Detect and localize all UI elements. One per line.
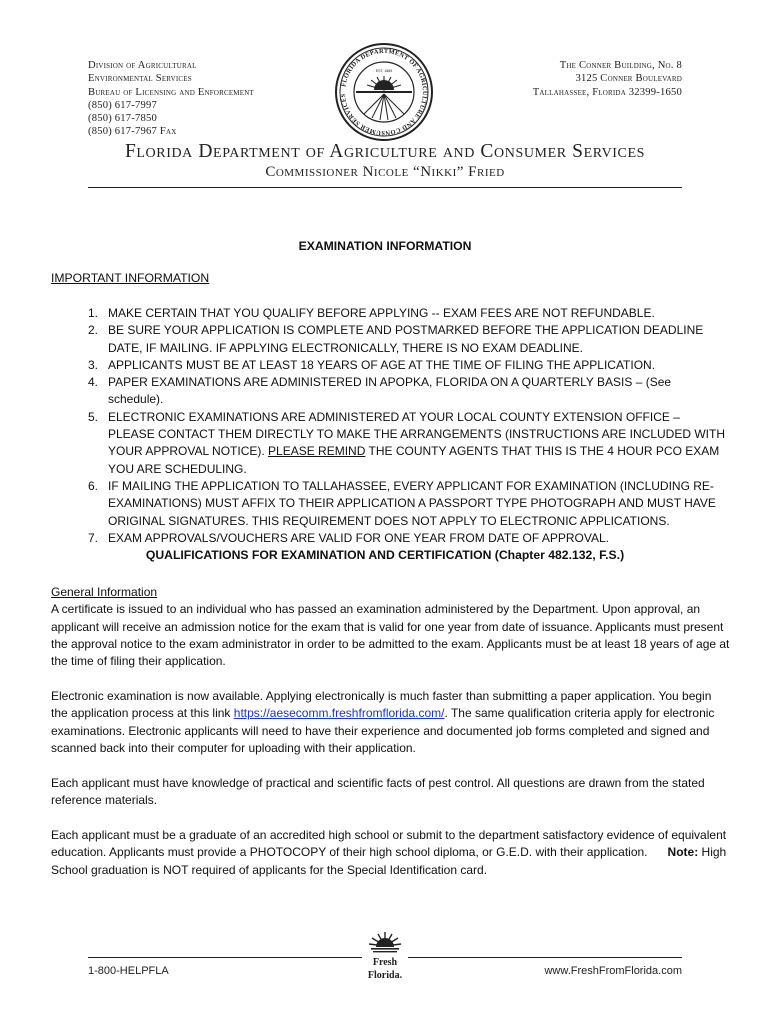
seal-year: EST. 1889	[375, 69, 393, 73]
note-label: Note:	[667, 845, 699, 860]
list-item	[88, 409, 728, 478]
bureau-line: Bureau of Licensing and Enforcement	[88, 86, 254, 98]
item-text: IF MAILING THE APPLICATION TO TALLAHASSEE, EVERY APPLICANT FOR EXAMINATION (INCLUDING RE-EXAMINATIONS) MUST AFFIX TO THEIR APPLICATION A PASSPORT TYPE PHOTOGRAPH AND MUST HAVE ORIGINAL SIGNATURES. THIS REQUIREMENT DOES NOT APPLY TO ELECTRONIC APPLICATIONS.	[108, 478, 716, 528]
fax-line: (850) 617-7967 Fax	[88, 126, 177, 138]
education-text: Each applicant must be a graduate of an accredited high school or submit to the department satisfactory evidence of equivalent education. Applicants must provide a PHOTOCOPY of their high school diploma, or G.E.D. with their application.	[51, 828, 727, 860]
electronic-text: Electronic examination is now available. Applying electronically is much faster than submitting a paper application. You begin the application process at this link	[51, 689, 712, 721]
address-line: The Conner Building, No. 8	[559, 60, 682, 71]
letterhead-left-block	[88, 59, 338, 139]
general-info-section	[51, 584, 731, 670]
item-text: ELECTRONIC EXAMINATIONS ARE ADMINISTERED AT YOUR LOCAL COUNTY EXTENSION OFFICE – PLEASE CONTACT THEM DIRECTLY TO MAKE THE ARRANGEMENTS (INSTRUCTIONS ARE INCLUDED WITH YOUR APPROVAL NOTICE).	[108, 409, 725, 459]
phone-line: (850) 617-7850	[88, 113, 158, 125]
application-link[interactable]: https://aesecomm.freshfromflorida.com/	[233, 706, 445, 721]
education-spacer	[648, 845, 668, 859]
list-item	[88, 374, 728, 409]
knowledge-paragraph: Each applicant must have knowledge of practical and scientific facts of pest control. All questions are drawn from the stated reference materials.	[51, 776, 705, 808]
list-item	[88, 530, 728, 547]
item-number: 3.	[88, 357, 99, 372]
division-line: Environmental Services	[88, 73, 192, 85]
logo-text-florida: Florida.	[367, 970, 403, 981]
list-item	[88, 478, 728, 530]
department-seal-icon	[334, 42, 434, 142]
note-text: High School graduation is NOT required of applicants for the Special Identification card.	[51, 845, 727, 877]
division-line: Division of Agricultural	[88, 60, 197, 71]
item-text: BE SURE YOUR APPLICATION IS COMPLETE AND POSTMARKED BEFORE THE APPLICATION DEADLINE DATE, IF MAILING. IF APPLYING ELECTRONICALLY, THERE IS NO EXAM DEADLINE.	[108, 323, 704, 355]
list-item	[88, 322, 728, 357]
address-line: Tallahassee, Florida 32399-1650	[532, 86, 682, 98]
footer-divider-left	[88, 957, 362, 958]
education-paragraph	[51, 827, 731, 879]
item-number: 6.	[88, 478, 99, 493]
item-number: 1.	[88, 306, 99, 320]
list-item	[88, 305, 728, 322]
phone-line: (850) 617-7997	[88, 99, 158, 111]
item-text: THE COUNTY AGENTS THAT THIS IS THE 4 HOUR PCO EXAM YOU ARE SCHEDULING.	[108, 444, 720, 476]
footer-divider-right	[408, 957, 682, 958]
item-number: 5.	[88, 409, 99, 424]
general-info-text: A certificate is issued to an individual who has passed an examination administered by the Department. Upon approval, an applicant will receive an admission notice for the exam that is valid for one year from date of issuance. Applicants must present the approval notice to the exam administrator in order to be admitted to the exam. Applicants must be at least 18 years of age at the time of filing their application.	[51, 602, 730, 669]
document-title: EXAMINATION INFORMATION	[298, 239, 472, 253]
item-text: EXAM APPROVALS/VOUCHERS ARE VALID FOR ONE YEAR FROM DATE OF APPROVAL.	[108, 530, 610, 545]
item-number: 7.	[88, 530, 99, 545]
item-text: MAKE CERTAIN THAT YOU QUALIFY BEFORE APPLYING -- EXAM FEES ARE NOT REFUNDABLE.	[108, 306, 655, 320]
logo-text-fresh: Fresh	[372, 957, 398, 968]
important-heading: IMPORTANT INFORMATION	[51, 271, 210, 285]
seal-text: FLORIDA DEPARTMENT OF AGRICULTURE AND CONSUMER SERVICES	[339, 47, 429, 137]
qualifications-heading: QUALIFICATIONS FOR EXAMINATION AND CERTIFICATION (Chapter 482.132, F.S.)	[145, 548, 625, 562]
general-info-heading: General Information	[51, 585, 158, 599]
list-item	[88, 357, 728, 374]
item-text: PAPER EXAMINATIONS ARE ADMINISTERED IN APOPKA, FLORIDA ON A QUARTERLY BASIS – (See schedule).	[108, 375, 672, 407]
item-text-underlined: PLEASE REMIND	[268, 444, 366, 459]
footer-phone: 1-800-HELPFLA	[88, 965, 169, 977]
item-number: 2.	[88, 323, 99, 338]
important-list	[88, 305, 728, 547]
letterhead-address-block	[452, 59, 682, 99]
department-name: Florida Department of Agriculture and Consumer Services	[124, 141, 646, 162]
electronic-text: . The same qualification criteria apply for electronic examinations. Electronic applicants will need to have their experience and documented job forms completed and signed and scanned back into their computer for uploading with their application.	[51, 706, 715, 755]
electronic-exam-paragraph	[51, 688, 731, 757]
commissioner-name: Commissioner Nicole “Nikki” Fried	[265, 164, 505, 180]
item-number: 4.	[88, 375, 99, 390]
item-text: APPLICANTS MUST BE AT LEAST 18 YEARS OF AGE AT THE TIME OF FILING THE APPLICATION.	[108, 357, 656, 372]
fresh-from-florida-logo-icon	[362, 926, 408, 984]
footer-website[interactable]: www.FreshFromFlorida.com	[544, 965, 682, 977]
address-line: 3125 Conner Boulevard	[575, 73, 682, 85]
letterhead-divider	[88, 187, 682, 188]
